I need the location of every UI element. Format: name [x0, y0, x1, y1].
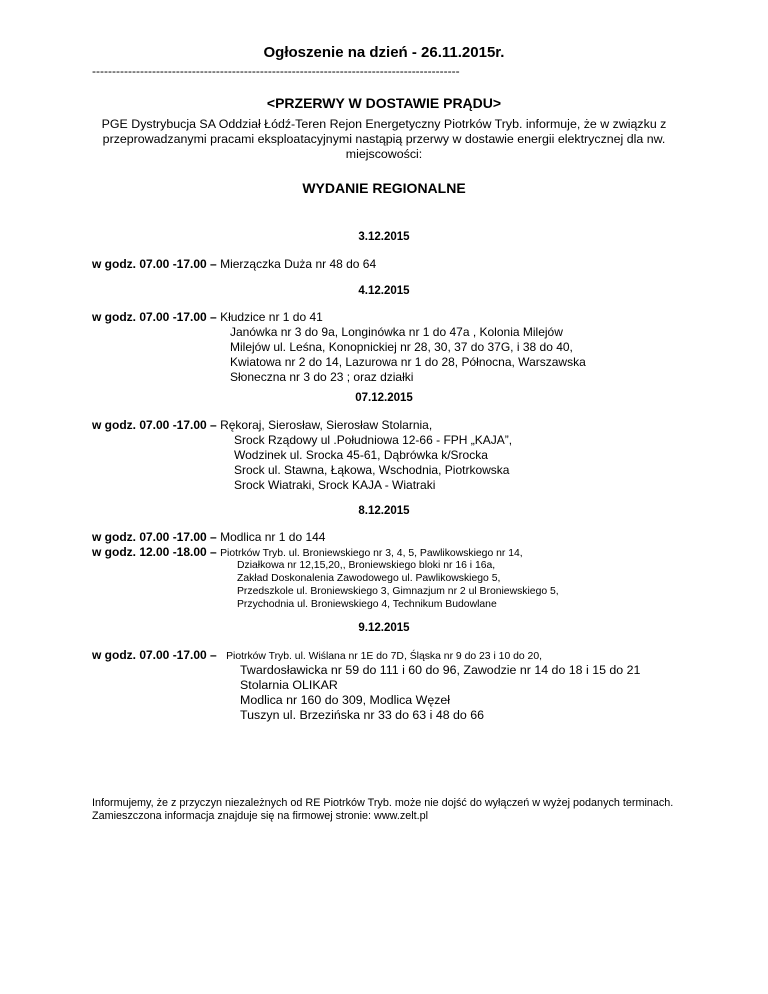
section-date: 8.12.2015 — [358, 505, 410, 517]
schedule-entry — [92, 310, 323, 325]
entry-line: Wodzinek ul. Srocka 45-61, Dąbrówka k/Srocka — [234, 448, 488, 462]
footer-note — [92, 797, 682, 823]
entry-line: Tuszyn ul. Brzezińska nr 33 do 63 i 48 do 66 — [240, 708, 485, 722]
schedule-entry — [92, 257, 376, 272]
entry-line: Srock ul. Stawna, Łąkowa, Wschodnia, Piotrkowska — [234, 463, 510, 477]
section-date: 07.12.2015 — [355, 392, 413, 404]
entry-line: Słoneczna nr 3 do 23 ; oraz działki — [230, 370, 414, 384]
entry-line: Kwiatowa nr 2 do 14, Lazurowa nr 1 do 28, Północna, Warszawska — [230, 355, 586, 369]
separator-line: -------------------------------------------------------------------------------------------- — [92, 64, 460, 78]
entry-time: w godz. 12.00 -18.00 – — [92, 545, 217, 559]
entry-line: Przedszkole ul. Broniewskiego 3, Gimnazjum nr 2 ul Broniewskiego 5, — [237, 586, 559, 597]
entry-line: Rękoraj, Sierosław, Sierosław Stolarnia, — [220, 418, 433, 432]
entry-line: Piotrków Tryb. ul. Wiślana nr 1E do 7D, Śląska nr 9 do 23 i 10 do 20, — [226, 651, 542, 662]
entry-line: Modlica nr 160 do 309, Modlica Węzeł — [240, 693, 451, 707]
footer-disclaimer: Informujemy, że z przyczyn niezależnych od RE Piotrków Tryb. może nie dojść do wyłączeń w wyżej podanych terminach. — [92, 797, 674, 809]
schedule-entry — [92, 418, 432, 433]
entry-line: Srock Rządowy ul .Południowa 12-66 - FPH „KAJA”, — [234, 433, 513, 447]
entry-time: w godz. 07.00 -17.00 – — [92, 648, 217, 662]
entry-time: w godz. 07.00 -17.00 – — [92, 418, 217, 432]
intro-paragraph: PGE Dystrybucja SA Oddział Łódź-Teren Rejon Energetyczny Piotrków Tryb. informuje, że w związku z przeprowadzanymi pracami eksploatacyjnymi nastąpią przerwy w dostawie energii elektrycznej dla nw. miejscowości: — [101, 117, 667, 161]
outage-heading: <PRZERWY W DOSTAWIE PRĄDU> — [266, 95, 502, 111]
entry-time: w godz. 07.00 -17.00 – — [92, 257, 217, 271]
section-date: 9.12.2015 — [358, 622, 410, 634]
entry-continuation — [234, 433, 512, 493]
entry-line: Janówka nr 3 do 9a, Longinówka nr 1 do 47a , Kolonia Milejów — [230, 325, 563, 339]
announcement-title: Ogłoszenie na dzień - 26.11.2015r. — [263, 44, 505, 61]
entry-line: Srock Wiatraki, Srock KAJA - Wiatraki — [234, 478, 436, 492]
schedule-entry — [92, 648, 542, 663]
entry-line: Milejów ul. Leśna, Konopnickiej nr 28, 30, 37 do 37G, i 38 do 40, — [230, 340, 573, 354]
entry-line: Twardosławicka nr 59 do 111 i 60 do 96, Zawodzie nr 14 do 18 i 15 do 21 — [240, 663, 641, 677]
entry-line: Mierzączka Duża nr 48 do 64 — [220, 257, 377, 271]
entry-continuation — [240, 663, 640, 723]
entry-continuation — [237, 559, 559, 611]
section-date: 3.12.2015 — [358, 231, 410, 243]
schedule-entry — [92, 530, 325, 545]
entry-line: Przychodnia ul. Broniewskiego 4, Technikum Budowlane — [237, 599, 497, 610]
entry-line: Modlica nr 1 do 144 — [220, 530, 326, 544]
entry-line: Zakład Doskonalenia Zawodowego ul. Pawlikowskiego 5, — [237, 573, 501, 584]
entry-continuation — [230, 325, 586, 385]
regional-edition-title: WYDANIE REGIONALNE — [302, 180, 466, 196]
section-date: 4.12.2015 — [358, 285, 410, 297]
entry-line: Stolarnia OLIKAR — [240, 678, 338, 692]
entry-time: w godz. 07.00 -17.00 – — [92, 530, 217, 544]
footer-website-info: Zamieszczona informacja znajduje się na firmowej stronie: www.zelt.pl — [92, 810, 429, 822]
entry-line: Kłudzice nr 1 do 41 — [220, 310, 323, 324]
entry-line: Piotrków Tryb. ul. Broniewskiego nr 3, 4, 5, Pawlikowskiego nr 14, — [220, 548, 523, 559]
entry-time: w godz. 07.00 -17.00 – — [92, 310, 217, 324]
schedule-entry — [92, 545, 523, 560]
entry-line: Działkowa nr 12,15,20,, Broniewskiego bloki nr 16 i 16a, — [237, 560, 496, 571]
